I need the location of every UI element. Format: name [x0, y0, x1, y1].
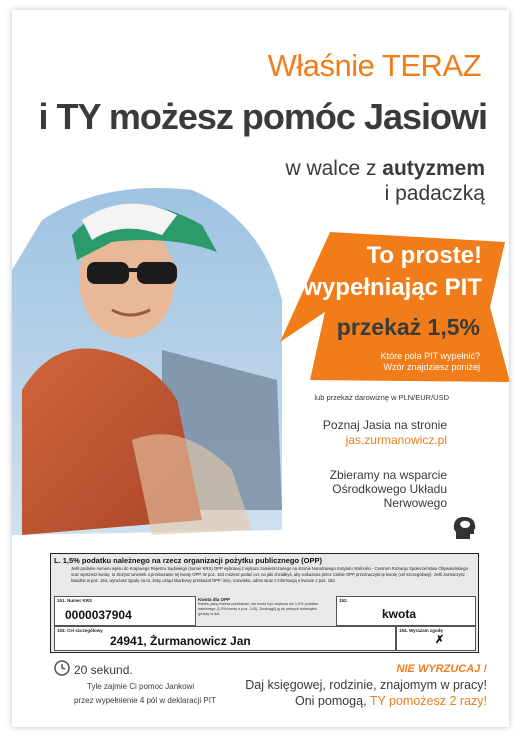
collect-line-1: Zbieramy na wsparcie — [329, 468, 447, 482]
help-line-1: Tyle zajmie Ci pomoc Jankowi — [87, 682, 195, 691]
goal-field[interactable] — [54, 626, 396, 651]
poster — [12, 10, 509, 727]
they-help — [295, 694, 487, 708]
amount-value: kwota — [382, 607, 417, 621]
banner-hint — [381, 351, 480, 373]
website-link[interactable]: jas.zurmanowicz.pl — [345, 433, 447, 447]
headline-now: Właśnie TERAZ — [267, 48, 481, 83]
amount-box-label: 152. — [339, 598, 348, 603]
help-line-2: przez wypełnienie 4 pól w deklaracji PIT — [74, 696, 216, 705]
amount-desc: Kwota, jaką chcesz przekazać, nie może być większa niż 1,5% podatku należnego (1,5% kwoty z poz. 143). Zaokrąglij ją do pełnych dziesiątek groszy w dół. — [198, 602, 319, 616]
headline-sub-bold: autyzmem — [382, 157, 485, 180]
banner-easy: To proste! — [366, 242, 482, 269]
goal-value: 24941, Żurmanowicz Jan — [110, 634, 251, 648]
goal-label: 153. Cel szczegółowy — [57, 628, 103, 633]
pit-form — [50, 553, 479, 653]
banner-percent: przekaż 1,5% — [336, 314, 480, 340]
form-description: Jeśli podanie numeru wpisu do Krajowego Rejestru Sądowego (numer KRS) OPP wybranej z wykazu zamieszczonego na stronie Narodowego Instytutu Wolności - Centrum Rozwoju Społeczeństwa Obywatelskiego oraz wpiszesz kwotę, to złożysz wniosek o przekazanie tej kwoty OPP. W poz. 153 możesz podać cel, na jaki chciałbyś, aby wskazana przez Ciebie OPP przeznaczyła tę kwotę (cel szczegółowy). Jeśli zaznaczysz kwadrat w poz. 154, wyrażasz zgodę na to, żeby urząd skarbowy przekazał OPP: imię, nazwisko, adres wraz z informacją o kwocie z poz. 152. — [71, 566, 468, 583]
headline-sub — [285, 156, 485, 206]
you-text: TY pomożesz 2 razy! — [369, 694, 487, 708]
collect-line-3: Nerwowego — [383, 496, 447, 510]
they-text: Oni pomogą, — [294, 694, 370, 708]
krs-label: 151. Numer KRS — [57, 598, 93, 603]
banner-hint-2: Wzór znajdziesz poniżej — [383, 362, 480, 372]
amount-label: Kwota dla OPP — [198, 597, 231, 602]
collect-line-2: Ośrodkowego Układu — [332, 482, 447, 496]
collect-block — [330, 468, 447, 510]
krs-field[interactable] — [54, 596, 196, 626]
brain-head-icon — [452, 515, 478, 541]
headline-sub-pre: w walce z — [285, 157, 383, 180]
give-text: Daj księgowej, rodzinie, znajomym w pracy! — [245, 678, 487, 692]
amount-info — [196, 596, 334, 624]
clock-icon — [54, 660, 70, 676]
consent-field[interactable] — [396, 626, 476, 651]
krs-value: 0000037904 — [65, 608, 132, 622]
consent-mark: ✗ — [435, 634, 445, 646]
promo-banner — [280, 232, 509, 387]
form-title: L. 1,5% podatku należnego na rzecz organizacji pożytku publicznego (OPP) — [54, 556, 322, 565]
headline-sub-line2: i padaczką — [384, 182, 485, 205]
banner-hint-1: Które pola PIT wypełnić? — [380, 351, 480, 361]
donation-note: lub przekaż darowiznę w PLN/EUR/USD — [314, 393, 449, 402]
dont-throw: NIE WYRZUCAJ ! — [396, 663, 487, 675]
amount-field[interactable] — [336, 596, 476, 626]
headline-main: i TY możesz pomóc Jasiowi — [38, 96, 487, 137]
consent-label: 154. Wyrażam zgodę — [399, 628, 443, 633]
meet-block — [323, 418, 447, 448]
boy-photo — [12, 180, 292, 540]
time-text: 20 sekund. — [74, 663, 133, 677]
meet-text: Poznaj Jasia na stronie — [322, 418, 447, 432]
banner-filling: wypełniając PIT — [303, 274, 482, 301]
